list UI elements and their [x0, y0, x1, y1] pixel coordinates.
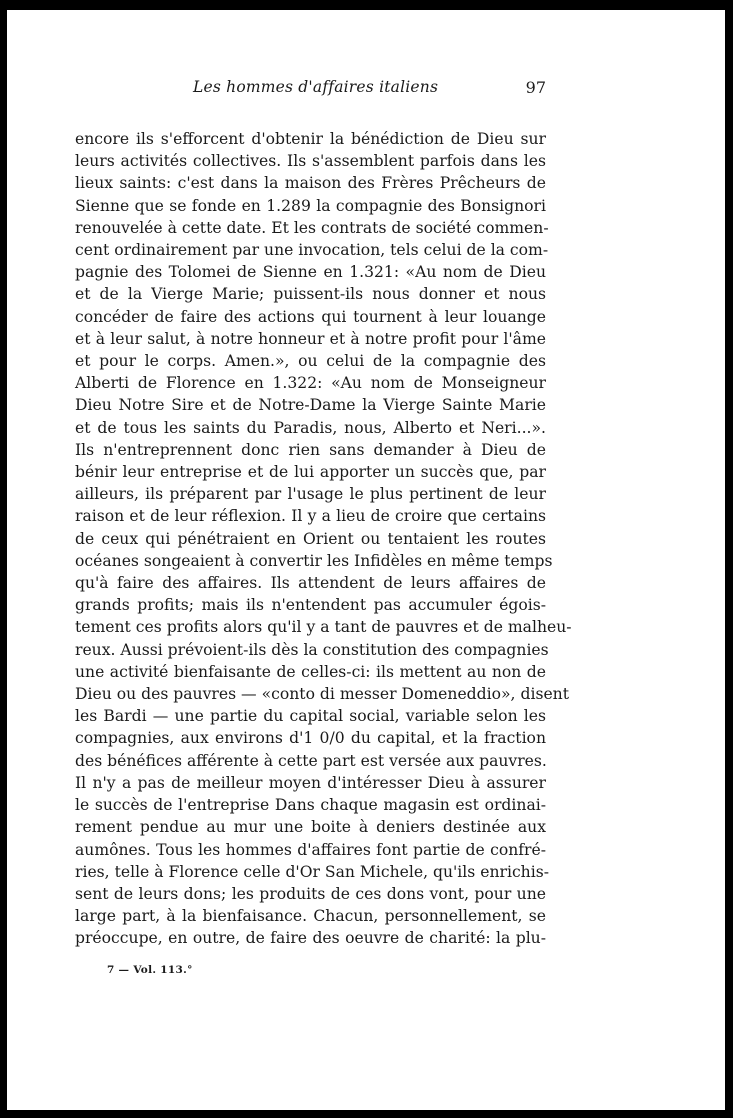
text-line: Sienne que se fonde en 1.289 la compagnie des Bonsignori [75, 196, 546, 215]
text-line: compagnies, aux environs d'1 0/0 du capital, et la fraction [75, 729, 546, 748]
page-number: 97 [525, 78, 546, 97]
text-line: sent de leurs dons; les produits de ces dons vont, pour une [75, 884, 546, 903]
text-line: leurs activités collectives. Ils s'assemblent parfois dans les [75, 152, 546, 171]
text-line: encore ils s'efforcent d'obtenir la bénédiction de Dieu sur [75, 130, 546, 148]
text-line: et pour le corps. Amen.», ou celui de la compagnie des [75, 352, 546, 371]
text-line: des bénéfices afférente à cette part est versée aux pauvres. [75, 751, 547, 770]
text-line: les Bardi — une partie du capital social, variable selon les [75, 707, 546, 726]
text-line: bénir leur entreprise et de lui apporter un succès que, par [75, 463, 546, 482]
text-line: pagnie des Tolomei de Sienne en 1.321: «Au nom de Dieu [75, 263, 546, 282]
text-line: aumônes. Tous les hommes d'affaires font partie de confré- [75, 840, 546, 859]
text-line: grands profits; mais ils n'entendent pas accumuler égois- [75, 596, 546, 615]
text-line: tement ces profits alors qu'il y a tant de pauvres et de malheu- [75, 618, 572, 637]
text-line: préoccupe, en outre, de faire des oeuvre de charité: la plu- [75, 929, 546, 948]
text-line: Ils n'entreprennent donc rien sans demander à Dieu de [75, 440, 546, 459]
text-line: une activité bienfaisante de celles-ci: ils mettent au non de [75, 662, 546, 681]
text-line: concéder de faire des actions qui tournent à leur louange [75, 307, 546, 326]
text-line: et à leur salut, à notre honneur et à notre profit pour l'âme [75, 329, 546, 348]
text-line: cent ordinairement par une invocation, tels celui de la com- [75, 241, 549, 260]
text-line: renouvelée à cette date. Et les contrats de société commen- [75, 218, 549, 237]
text-line: le succès de l'entreprise Dans chaque magasin est ordinai- [75, 796, 546, 815]
text-line: qu'à faire des affaires. Ils attendent de leurs affaires de [75, 574, 546, 593]
text-line: de ceux qui pénétraient en Orient ou tentaient les routes [75, 529, 546, 548]
text-line: et de la Vierge Marie; puissent-ils nous donner et nous [75, 285, 546, 304]
page-header [75, 78, 546, 104]
text-line: large part, à la bienfaisance. Chacun, personnellement, se [75, 907, 546, 926]
book-page [75, 78, 572, 976]
text-line: reux. Aussi prévoient-ils dès la constitution des compagnies [75, 640, 549, 659]
running-title: Les hommes d'affaires italiens [193, 78, 439, 96]
text-line: Dieu ou des pauvres — «conto di messer Domeneddio», disent [75, 685, 569, 704]
text-line: lieux saints: c'est dans la maison des Frères Prêcheurs de [75, 174, 546, 193]
text-line: ries, telle à Florence celle d'Or San Michele, qu'ils enrichis- [75, 862, 549, 881]
printer-signature: 7 — Vol. 113.° [107, 963, 193, 976]
body-text [75, 128, 572, 950]
text-line: raison et de leur réflexion. Il y a lieu de croire que certains [75, 507, 546, 526]
text-line: et de tous les saints du Paradis, nous, Alberto et Neri...». [75, 418, 546, 437]
text-line: ailleurs, ils préparent par l'usage le plus pertinent de leur [75, 485, 546, 504]
text-line: Alberti de Florence en 1.322: «Au nom de Monseigneur [75, 374, 546, 393]
text-line: Il n'y a pas de meilleur moyen d'intéresser Dieu à assurer [75, 773, 546, 792]
text-line: océanes songeaient à convertir les Infidèles en même temps [75, 551, 553, 570]
text-line: Dieu Notre Sire et de Notre-Dame la Vierge Sainte Marie [75, 396, 546, 415]
text-line: rement pendue au mur une boite à deniers destinée aux [75, 818, 546, 837]
